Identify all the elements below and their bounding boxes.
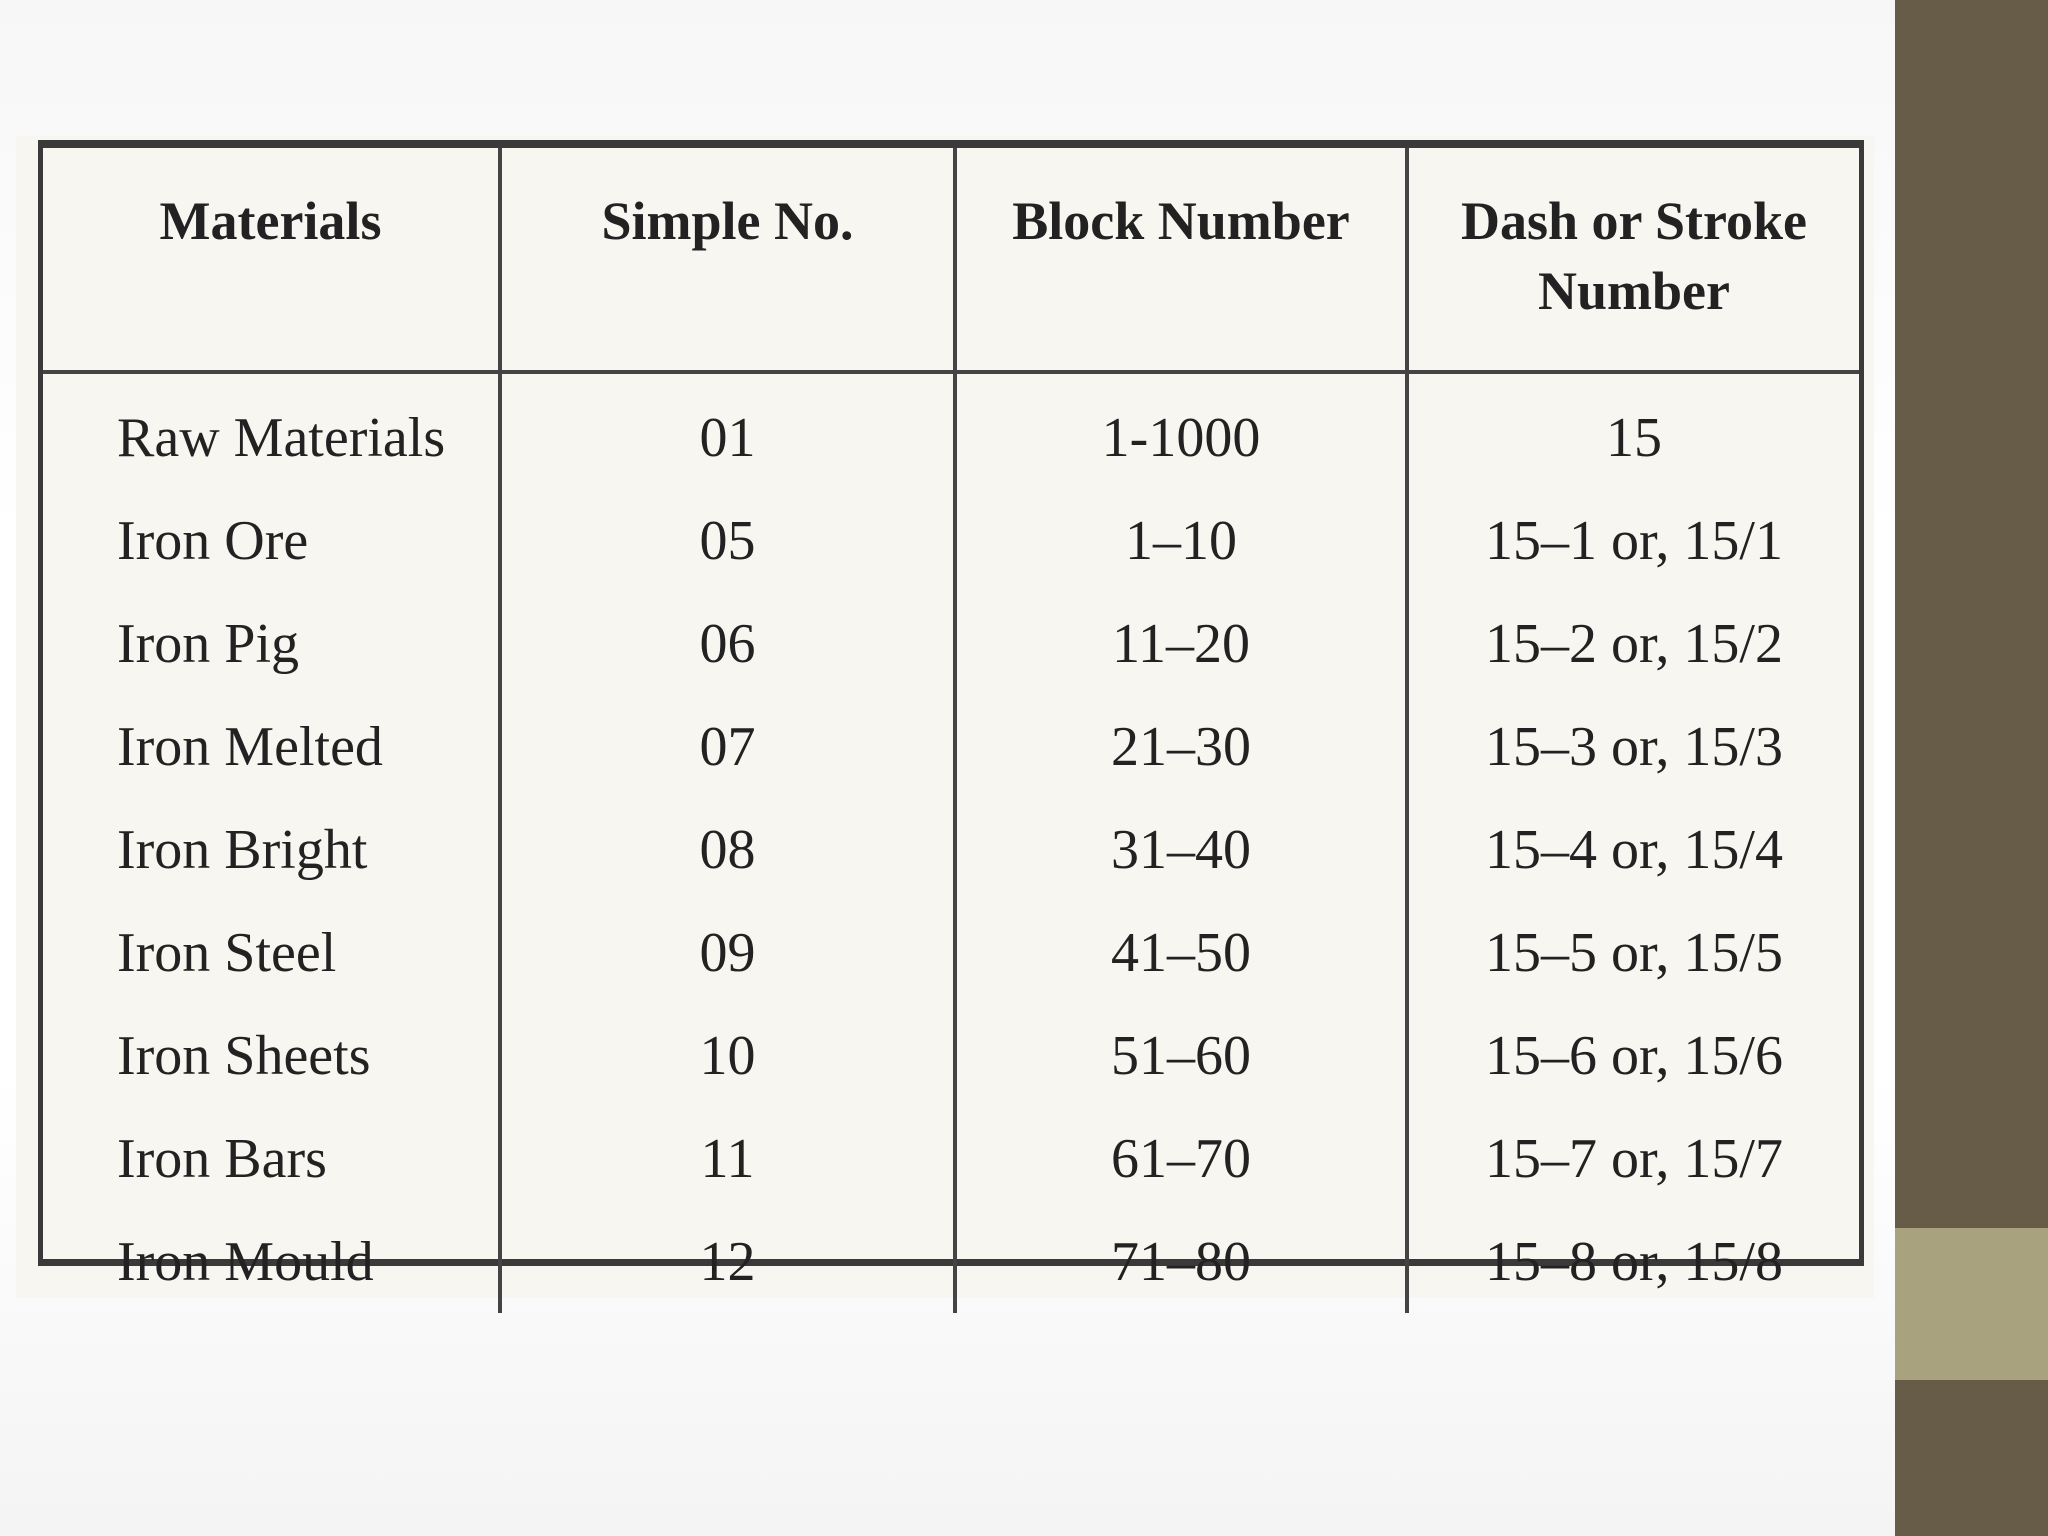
cell-block-number: 11–20 — [955, 592, 1407, 695]
header-materials: Materials — [43, 148, 500, 372]
cell-material: Raw Materials — [43, 372, 500, 489]
cell-material: Iron Melted — [43, 695, 500, 798]
table-row — [43, 1004, 1859, 1107]
cell-block-number: 21–30 — [955, 695, 1407, 798]
cell-simple-no: 12 — [500, 1210, 955, 1313]
cell-dash-number: 15–6 or, 15/6 — [1485, 1024, 1783, 1087]
table-row — [43, 592, 1859, 695]
cell-material: Iron Steel — [43, 901, 500, 1004]
cell-simple-no: 09 — [500, 901, 955, 1004]
cell-block-number: 31–40 — [955, 798, 1407, 901]
slide-sidebar-accent — [1895, 1228, 2048, 1380]
cell-block-number: 1–10 — [955, 489, 1407, 592]
cell-material: Iron Sheets — [43, 1004, 500, 1107]
table-row — [43, 1107, 1859, 1210]
cell-simple-no: 07 — [500, 695, 955, 798]
cell-simple-no: 05 — [500, 489, 955, 592]
cell-material: Iron Bars — [43, 1107, 500, 1210]
cell-dash-number: 15–3 or, 15/3 — [1485, 715, 1783, 778]
materials-code-table — [38, 140, 1864, 1293]
data-table — [43, 148, 1859, 1313]
cell-simple-no: 01 — [500, 372, 955, 489]
header-dash-stroke-number: Dash or Stroke Number — [1407, 148, 1859, 372]
table-header-row — [43, 148, 1859, 372]
cell-block-number: 1-1000 — [955, 372, 1407, 489]
cell-dash-number: 15–1 or, 15/1 — [1485, 509, 1783, 572]
cell-material: Iron Mould — [43, 1210, 500, 1313]
header-block-number: Block Number — [955, 148, 1407, 372]
table-row — [43, 1210, 1859, 1313]
cell-simple-no: 11 — [500, 1107, 955, 1210]
table-row — [43, 489, 1859, 592]
cell-material: Iron Bright — [43, 798, 500, 901]
cell-material: Iron Pig — [43, 592, 500, 695]
cell-dash-number: 15–2 or, 15/2 — [1485, 612, 1783, 675]
cell-dash-number: 15 — [1606, 406, 1662, 469]
cell-simple-no: 06 — [500, 592, 955, 695]
table-row — [43, 372, 1859, 489]
table-row — [43, 901, 1859, 1004]
cell-dash-number: 15–5 or, 15/5 — [1485, 921, 1783, 984]
table-row — [43, 798, 1859, 901]
cell-dash-number: 15–7 or, 15/7 — [1485, 1127, 1783, 1190]
cell-block-number: 71–80 — [955, 1210, 1407, 1313]
header-simple-no: Simple No. — [500, 148, 955, 372]
cell-block-number: 61–70 — [955, 1107, 1407, 1210]
cell-simple-no: 08 — [500, 798, 955, 901]
cell-simple-no: 10 — [500, 1004, 955, 1107]
table-row — [43, 695, 1859, 798]
cell-material: Iron Ore — [43, 489, 500, 592]
cell-block-number: 41–50 — [955, 901, 1407, 1004]
cell-block-number: 51–60 — [955, 1004, 1407, 1107]
cell-dash-number: 15–8 or, 15/8 — [1485, 1230, 1783, 1293]
cell-dash-number: 15–4 or, 15/4 — [1485, 818, 1783, 881]
